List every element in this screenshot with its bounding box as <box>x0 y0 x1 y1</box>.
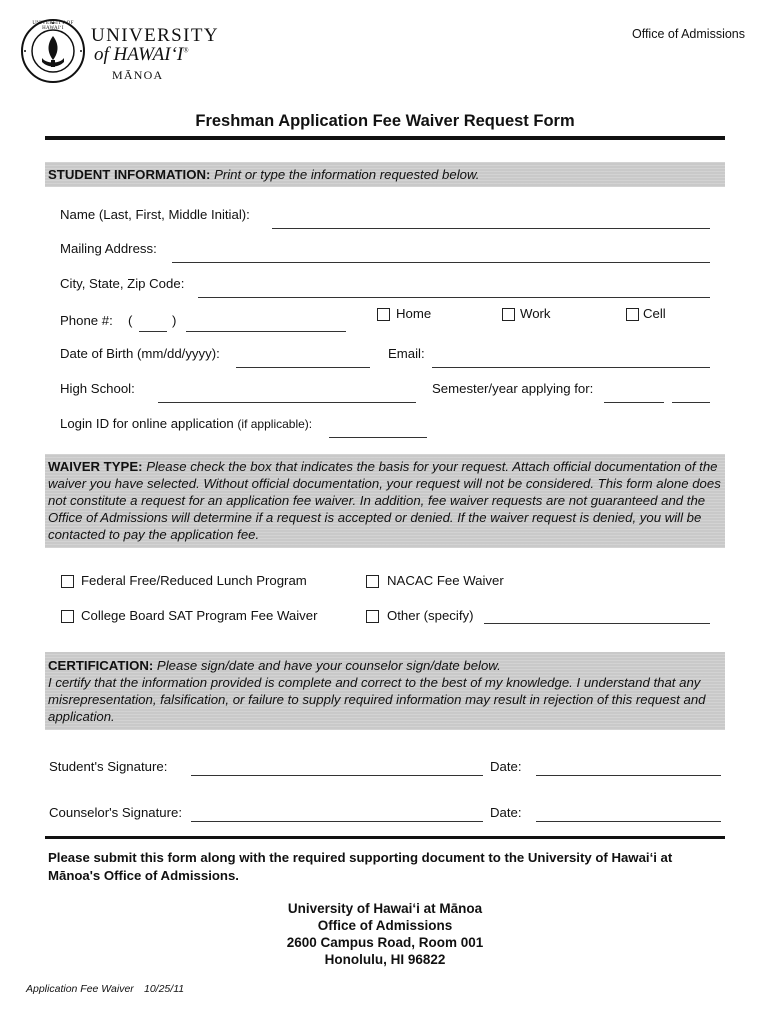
student-info-header <box>48 166 724 183</box>
office-of-admissions-header: Office of Admissions <box>631 27 745 41</box>
semester-year-label: Semester/year applying for: <box>432 381 594 396</box>
name-label: Name (Last, First, Middle Initial): <box>60 207 250 222</box>
address-line-2: Office of Admissions <box>317 918 453 933</box>
waiver-type-heading: WAIVER TYPE: <box>48 459 143 474</box>
login-id-text: Login ID for online application <box>60 416 234 431</box>
dob-label: Date of Birth (mm/dd/yyyy): <box>60 346 220 361</box>
high-school-label: High School: <box>60 381 135 396</box>
address-line-3: 2600 Campus Road, Room 001 <box>286 935 484 950</box>
certification-statement: I certify that the information provided is complete and correct to the best of my knowledge. I understand that any misrepresentation, falsification, or failure to supply required information may result in rejection of this request and application. <box>48 675 706 724</box>
waiver-type-instructions: Please check the box that indicates the basis for your request. Attach official documentation of the waiver you have selected. Without official documentation, your request will not be considered. This form alone does not constitute a request for an application fee waiver. In addition, fee waiver requests are not guaranteed and the Office of Admissions will determine if a request is accepted or denied. If the waiver request is denied, you will be contacted to pay the application fee. <box>48 459 721 542</box>
mailing-address-label: Mailing Address: <box>60 241 157 256</box>
year-field[interactable] <box>672 402 710 403</box>
login-id-field[interactable] <box>329 437 427 438</box>
nacac-label: NACAC Fee Waiver <box>387 573 504 588</box>
login-id-label <box>60 416 312 431</box>
high-school-field[interactable] <box>158 402 416 403</box>
name-field[interactable] <box>272 228 710 229</box>
student-info-instruction: Print or type the information requested below. <box>214 167 480 182</box>
login-id-note: (if applicable): <box>237 417 313 431</box>
certification-heading: CERTIFICATION: <box>48 658 154 673</box>
nacac-checkbox[interactable] <box>366 575 379 588</box>
university-logo <box>20 18 219 90</box>
other-specify-field[interactable] <box>484 623 710 624</box>
phone-number-field[interactable] <box>186 331 346 332</box>
form-title: Freshman Application Fee Waiver Request Form <box>195 112 575 130</box>
seal-ring-text: UNIVERSITY OF HAWAI‘I <box>32 21 74 31</box>
counselor-date-label: Date: <box>490 805 522 820</box>
phone-area-open-paren: ( <box>128 313 133 328</box>
footer-form-name: Application Fee Waiver <box>26 983 134 995</box>
phone-area-close-paren: ) <box>172 313 177 328</box>
logo-hawaii-words: of HAWAI‘I <box>94 44 184 65</box>
dob-field[interactable] <box>236 367 370 368</box>
semester-field[interactable] <box>604 402 664 403</box>
work-label: Work <box>520 306 551 321</box>
student-info-heading: STUDENT INFORMATION: <box>48 167 211 182</box>
sat-waiver-label: College Board SAT Program Fee Waiver <box>81 608 318 623</box>
logo-manoa-text: MĀNOA <box>112 68 164 82</box>
sat-waiver-checkbox[interactable] <box>61 610 74 623</box>
student-signature-field[interactable] <box>191 775 483 776</box>
work-checkbox[interactable] <box>502 308 515 321</box>
city-state-zip-label: City, State, Zip Code: <box>60 276 185 291</box>
student-date-label: Date: <box>490 759 522 774</box>
email-label: Email: <box>388 346 425 361</box>
address-line-4: Honolulu, HI 96822 <box>324 952 446 967</box>
submit-instructions: Please submit this form along with the required supporting document to the University of Hawai‘i at Mānoa's Office of Admissions. <box>48 850 673 883</box>
phone-label: Phone #: <box>60 313 113 328</box>
other-checkbox[interactable] <box>366 610 379 623</box>
counselor-date-field[interactable] <box>536 821 721 822</box>
mailing-address-field[interactable] <box>172 262 710 263</box>
lunch-program-checkbox[interactable] <box>61 575 74 588</box>
logo-university-text: UNIVERSITY <box>91 25 219 46</box>
signature-rule <box>45 836 725 839</box>
counselor-signature-label: Counselor's Signature: <box>49 805 183 820</box>
city-state-zip-field[interactable] <box>198 297 710 298</box>
certification-instruction: Please sign/date and have your counselor sign/date below. <box>156 658 501 673</box>
student-date-field[interactable] <box>536 775 721 776</box>
student-signature-label: Student's Signature: <box>49 759 168 774</box>
cell-label: Cell <box>643 306 666 321</box>
phone-area-code-field[interactable] <box>139 331 167 332</box>
home-checkbox[interactable] <box>377 308 390 321</box>
waiver-type-text <box>48 458 724 543</box>
footer-date: 10/25/11 <box>144 983 185 995</box>
certification-text <box>48 657 724 725</box>
email-field[interactable] <box>432 367 710 368</box>
cell-checkbox[interactable] <box>626 308 639 321</box>
home-label: Home <box>396 306 432 321</box>
logo-hawaii-text <box>94 44 189 66</box>
title-rule <box>45 136 725 140</box>
other-label: Other (specify) <box>387 608 474 623</box>
logo-registered-mark: ® <box>183 46 189 55</box>
address-line-1: University of Hawai‘i at Mānoa <box>287 901 483 916</box>
lunch-program-label: Federal Free/Reduced Lunch Program <box>81 573 307 588</box>
counselor-signature-field[interactable] <box>191 821 483 822</box>
